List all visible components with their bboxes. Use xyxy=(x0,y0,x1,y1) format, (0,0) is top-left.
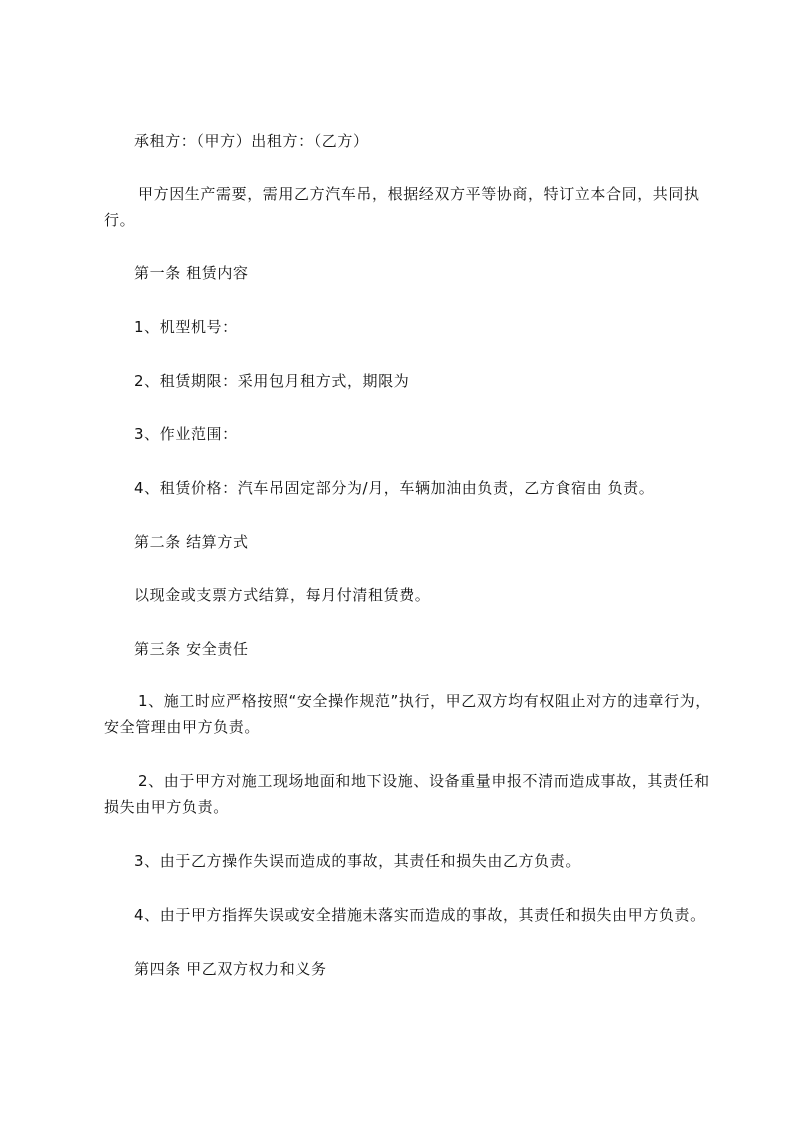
article-2-body: 以现金或支票方式结算，每月付清租赁费。 xyxy=(134,586,431,604)
article-1-item-1: 1、机型机号： xyxy=(134,318,238,336)
article-3-item-3: 3、由于乙方操作失误而造成的事故，其责任和损失由乙方负责。 xyxy=(134,852,581,870)
article-3-item-1: 1、施工时应严格按照“安全操作规范”执行，甲乙双方均有权阻止对方的违章行为，安全管理由甲方负责。 xyxy=(104,692,711,736)
article-2-title: 第二条 结算方式 xyxy=(134,533,249,551)
article-1-item-4: 4、租赁价格：汽车吊固定部分为/月，车辆加油由负责，乙方食宿由 负责。 xyxy=(134,479,655,497)
article-1-item-3: 3、作业范围： xyxy=(134,425,238,443)
article-1-title: 第一条 租赁内容 xyxy=(134,264,249,282)
article-4-title: 第四条 甲乙双方权力和义务 xyxy=(134,960,327,978)
article-3-item-2: 2、由于甲方对施工现场地面和地下设施、设备重量申报不清而造成事故，其责任和损失由甲方负责。 xyxy=(104,772,710,816)
intro-paragraph: 甲方因生产需要，需用乙方汽车吊，根据经双方平等协商，特订立本合同，共同执行。 xyxy=(104,185,700,229)
parties-line: 承租方：（甲方）出租方：（乙方） xyxy=(134,132,369,150)
article-3-title: 第三条 安全责任 xyxy=(134,640,249,658)
article-1-item-2: 2、租赁期限：采用包月租方式，期限为 xyxy=(134,372,410,390)
article-3-item-4: 4、由于甲方指挥失误或安全措施未落实而造成的事故，其责任和损失由甲方负责。 xyxy=(134,906,706,924)
